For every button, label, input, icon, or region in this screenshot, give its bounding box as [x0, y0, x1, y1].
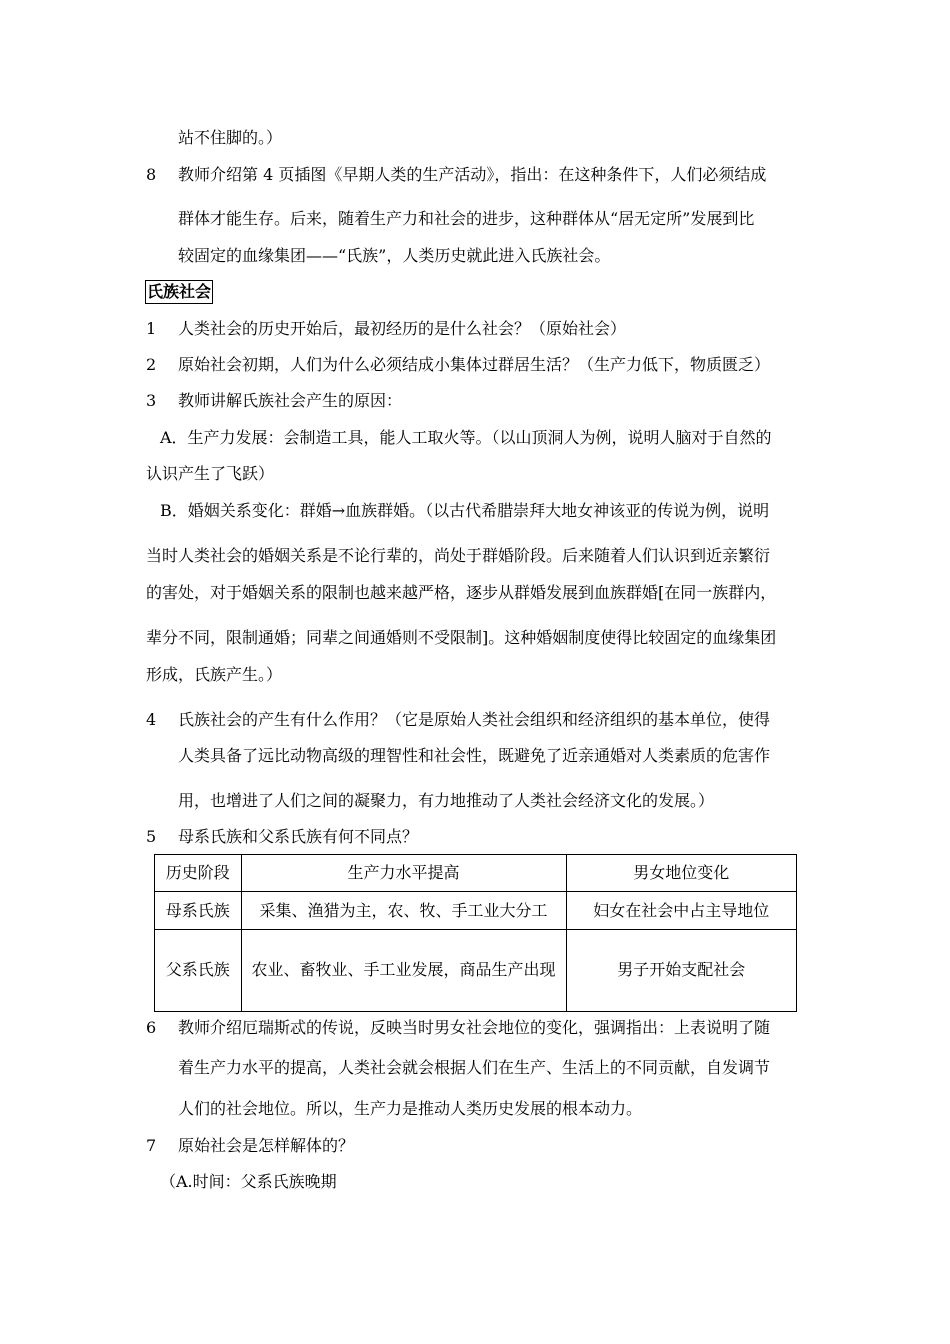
item-number: 8 — [146, 165, 157, 184]
text-line: 原始社会初期，人们为什么必须结成小集体过群居生活？（生产力低下，物质匮乏） — [178, 355, 771, 374]
item-number: 5 — [146, 827, 157, 846]
item-number: 3 — [146, 391, 157, 410]
table-cell: 妇女在社会中占主导地位 — [566, 892, 796, 929]
text-line: 辈分不同，限制通婚；同辈之间通婚则不受限制]。这种婚姻制度使得比较固定的血缘集团 — [146, 628, 777, 647]
text-line: 当时人类社会的婚姻关系是不论行辈的，尚处于群婚阶段。后来随着人们认识到近亲繁衍 — [146, 546, 771, 565]
text-line: 群体才能生存。后来，随着生产力和社会的进步，这种群体从“居无定所”发展到比 — [178, 209, 755, 228]
table-header-cell: 男女地位变化 — [566, 855, 796, 892]
text-line: 教师介绍厄瑞斯忒的传说，反映当时男女社会地位的变化，强调指出：上表说明了随 — [178, 1018, 771, 1037]
table-cell: 父系氏族 — [155, 929, 242, 1011]
table-header-row — [155, 855, 797, 892]
text-line: 用，也增进了人们之间的凝聚力，有力地推动了人类社会经济文化的发展。） — [178, 791, 715, 810]
text-line: 人类具备了远比动物高级的理智性和社会性，既避免了近亲通婚对人类素质的危害作 — [178, 746, 771, 765]
table-cell: 农业、畜牧业、手工业发展，商品生产出现 — [241, 929, 566, 1011]
text-line: 教师介绍第 4 页插图《早期人类的生产活动》，指出：在这种条件下，人们必须结成 — [178, 165, 767, 184]
text-line: 较固定的血缘集团——“氏族”，人类历史就此进入氏族社会。 — [178, 246, 611, 265]
text-line: （A.时间：父系氏族晚期 — [160, 1172, 337, 1191]
table-cell: 母系氏族 — [155, 892, 242, 929]
text-line: 认识产生了飞跃） — [146, 464, 275, 483]
text-line: 教师讲解氏族社会产生的原因： — [178, 391, 403, 410]
section-heading: 氏族社会 — [145, 280, 213, 304]
text-line: 形成，氏族产生。） — [146, 665, 283, 684]
table-row — [155, 892, 797, 929]
text-line: 人类社会的历史开始后，最初经历的是什么社会？（原始社会） — [178, 319, 627, 338]
item-number: 7 — [146, 1136, 157, 1155]
text-line: 人们的社会地位。所以，生产力是推动人类历史发展的根本动力。 — [178, 1099, 643, 1118]
item-number: 2 — [146, 355, 157, 374]
text-line: 着生产力水平的提高，人类社会就会根据人们在生产、生活上的不同贡献，自发调节 — [178, 1058, 771, 1077]
item-number: 4 — [146, 710, 157, 729]
comparison-table — [154, 854, 797, 1012]
text-line: 母系氏族和父系氏族有何不同点？ — [178, 827, 419, 846]
text-line: B．婚姻关系变化：群婚→血族群婚。（以古代希腊崇拜大地女神该亚的传说为例，说明 — [160, 501, 770, 520]
table-header-cell: 生产力水平提高 — [241, 855, 566, 892]
text-line: 站不住脚的。） — [178, 128, 283, 147]
item-number: 6 — [146, 1018, 157, 1037]
text-line: 的害处，对于婚姻关系的限制也越来越严格，逐步从群婚发展到血族群婚[在同一族群内， — [146, 583, 777, 602]
text-line: 氏族社会的产生有什么作用？（它是原始人类社会组织和经济组织的基本单位，使得 — [178, 710, 771, 729]
table-header-cell: 历史阶段 — [155, 855, 242, 892]
table-row — [155, 929, 797, 1011]
table-cell: 采集、渔猎为主，农、牧、手工业大分工 — [241, 892, 566, 929]
item-number: 1 — [146, 319, 157, 338]
text-line: 原始社会是怎样解体的？ — [178, 1136, 355, 1155]
table-cell: 男子开始支配社会 — [566, 929, 796, 1011]
text-line: A．生产力发展：会制造工具，能人工取火等。（以山顶洞人为例，说明人脑对于自然的 — [160, 428, 772, 447]
